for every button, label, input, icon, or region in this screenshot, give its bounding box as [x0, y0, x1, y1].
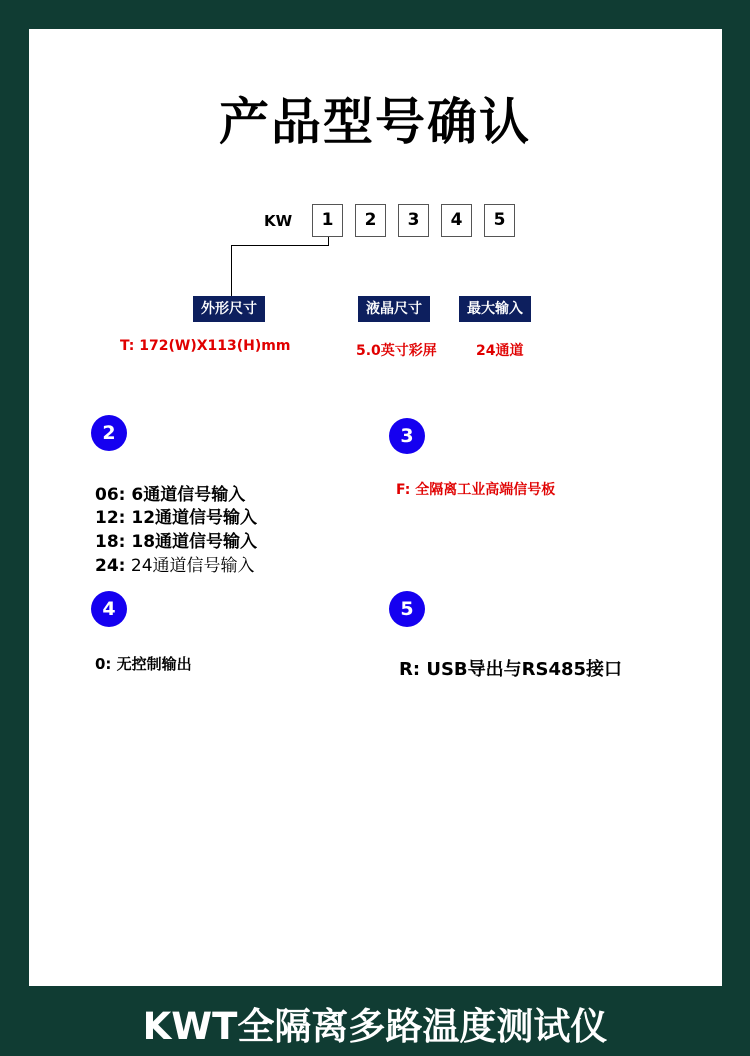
section-number-3: 3	[389, 418, 425, 454]
option-line	[95, 527, 257, 552]
spec-tag-lcd-size: 液晶尺寸	[358, 296, 430, 322]
option-line	[95, 480, 245, 505]
option-code: 18:	[95, 532, 126, 552]
option-code: 12:	[95, 508, 126, 528]
option-code: 24:	[95, 556, 126, 576]
spec-tag-max-input: 最大输入	[459, 296, 531, 322]
option-desc: 全隔离工业高端信号板	[415, 482, 556, 498]
spec-value-lcd-size: 5.0英寸彩屏	[356, 343, 437, 359]
model-digit-2: 2	[355, 204, 386, 237]
section-number-4: 4	[91, 591, 127, 627]
option-line	[95, 653, 192, 674]
option-desc: 无控制输出	[116, 655, 192, 673]
option-desc: USB导出与RS485接口	[426, 659, 623, 680]
option-line	[95, 551, 255, 576]
section-number-2: 2	[91, 415, 127, 451]
option-line	[396, 479, 555, 499]
option-desc: 6通道信号输入	[131, 485, 246, 505]
spec-value-max-input: 24通道	[476, 343, 524, 359]
footer-title: KWT全隔离多路温度测试仪	[142, 1005, 608, 1048]
model-digit-4: 4	[441, 204, 472, 237]
model-digit-1: 1	[312, 204, 343, 237]
spec-tag-dimensions: 外形尺寸	[193, 296, 265, 322]
connector-line	[231, 245, 329, 246]
option-line	[399, 655, 622, 681]
model-digit-5: 5	[484, 204, 515, 237]
option-code: 06:	[95, 485, 126, 505]
section-number-5: 5	[389, 591, 425, 627]
connector-line	[231, 245, 232, 297]
option-desc: 24通道信号输入	[130, 556, 255, 576]
page-title: 产品型号确认	[219, 93, 531, 151]
option-desc: 12通道信号输入	[131, 508, 258, 528]
option-code: 0:	[95, 655, 112, 673]
option-code: F:	[396, 482, 411, 498]
model-prefix: KW	[264, 212, 293, 230]
spec-value-dimensions: T: 172(W)X113(H)mm	[120, 338, 291, 354]
option-desc: 18通道信号输入	[131, 532, 258, 552]
option-code: R:	[399, 659, 421, 680]
option-line	[95, 503, 257, 528]
model-digit-3: 3	[398, 204, 429, 237]
